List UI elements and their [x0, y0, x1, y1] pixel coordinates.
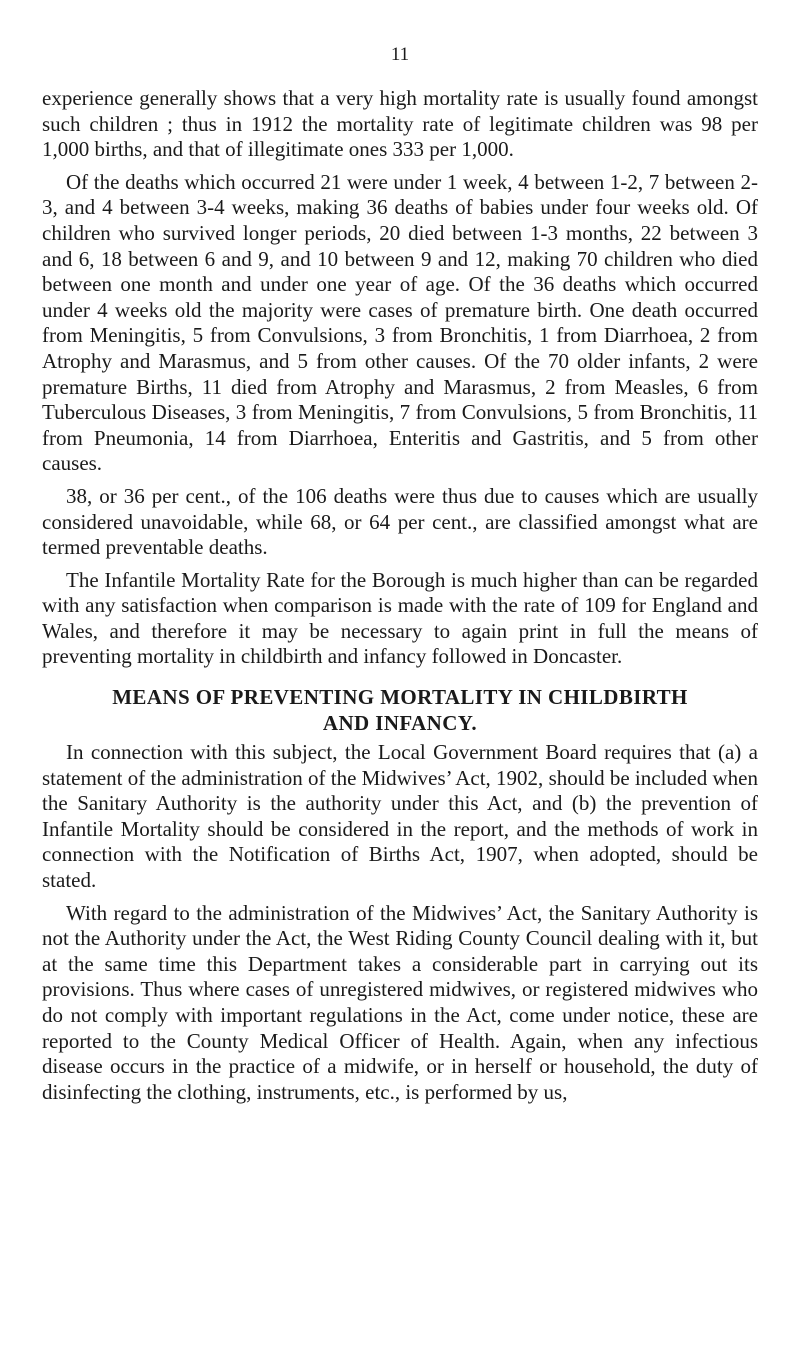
paragraph-deaths-breakdown: Of the deaths which occurred 21 were under 1 week, 4 between 1-2, 7 between 2-3, and 4 between 3-4 weeks, making 36 deaths of babies under four weeks old. Of children who survived longer periods, 20 died between 1-3 months, 22 between 3 and 6, 18 between 6 and 9, and 10 between 9 and 12, making 70 children who died between one month and under one year of age. Of the 36 deaths which occurred under 4 weeks old the majority were cases of premature birth. One death occurred from Meningitis, 5 from Convulsions, 3 from Bronchitis, 1 from Diarrhoea, 2 from Atrophy and Marasmus, and 5 from other causes. Of the 70 older infants, 2 were premature Births, 11 died from Atrophy and Marasmus, 2 from Measles, 6 from Tuberculous Diseases, 3 from Meningitis, 7 from Convulsions, 5 from Bronchitis, 11 from Pneumonia, 14 from Diarrhoea, Enteritis and Gastritis, and 5 from other causes. — [42, 169, 758, 476]
section-heading — [42, 684, 758, 736]
page-number: 11 — [390, 44, 410, 65]
section-heading-line-1: MEANS OF PREVENTING MORTALITY IN CHILDBIRTH — [112, 685, 688, 710]
paragraph-midwives-act-administration: With regard to the administration of the Midwives’ Act, the Sanitary Authority is not the Authority under the Act, the West Riding County Council dealing with it, but at the same time this Department takes a considerable part in carrying out its provisions. Thus where cases of unregistered midwives, or registered midwives who do not comply with important regulations in the Act, come under notice, these are reported to the County Medical Officer of Health. Again, when any infectious disease occurs in the practice of a midwife, or in herself or household, the duty of disinfecting the clothing, instruments, etc., is performed by us, — [42, 900, 758, 1104]
paragraph-local-government-board: In connection with this subject, the Local Government Board requires that (a) a statement of the administration of the Midwives’ Act, 1902, should be included when the Sanitary Authority is the authority under this Act, and (b) the prevention of Infantile Mortality should be considered in the report, and the methods of work in connection with the Notification of Births Act, 1907, when adopted, should be stated. — [42, 740, 758, 893]
paragraph-continuation: experience generally shows that a very high mortality rate is usually found amongst such children ; thus in 1912 the mortality rate of legitimate children was 98 per 1,000 births, and that of illegitimate ones 333 per 1,000. — [42, 86, 758, 162]
paragraph-infantile-mortality-rate: The Infantile Mortality Rate for the Borough is much higher than can be regarded with any satisfaction when comparison is made with the rate of 109 for England and Wales, and therefore it may be necessary to again print in full the means of preventing mortality in childbirth and infancy followed in Doncaster. — [42, 567, 758, 669]
paragraph-unavoidable-preventable: 38, or 36 per cent., of the 106 deaths were thus due to causes which are usually considered unavoidable, while 68, or 64 per cent., are classified amongst what are termed preventable deaths. — [42, 483, 758, 560]
section-heading-line-2: AND INFANCY. — [322, 711, 478, 736]
